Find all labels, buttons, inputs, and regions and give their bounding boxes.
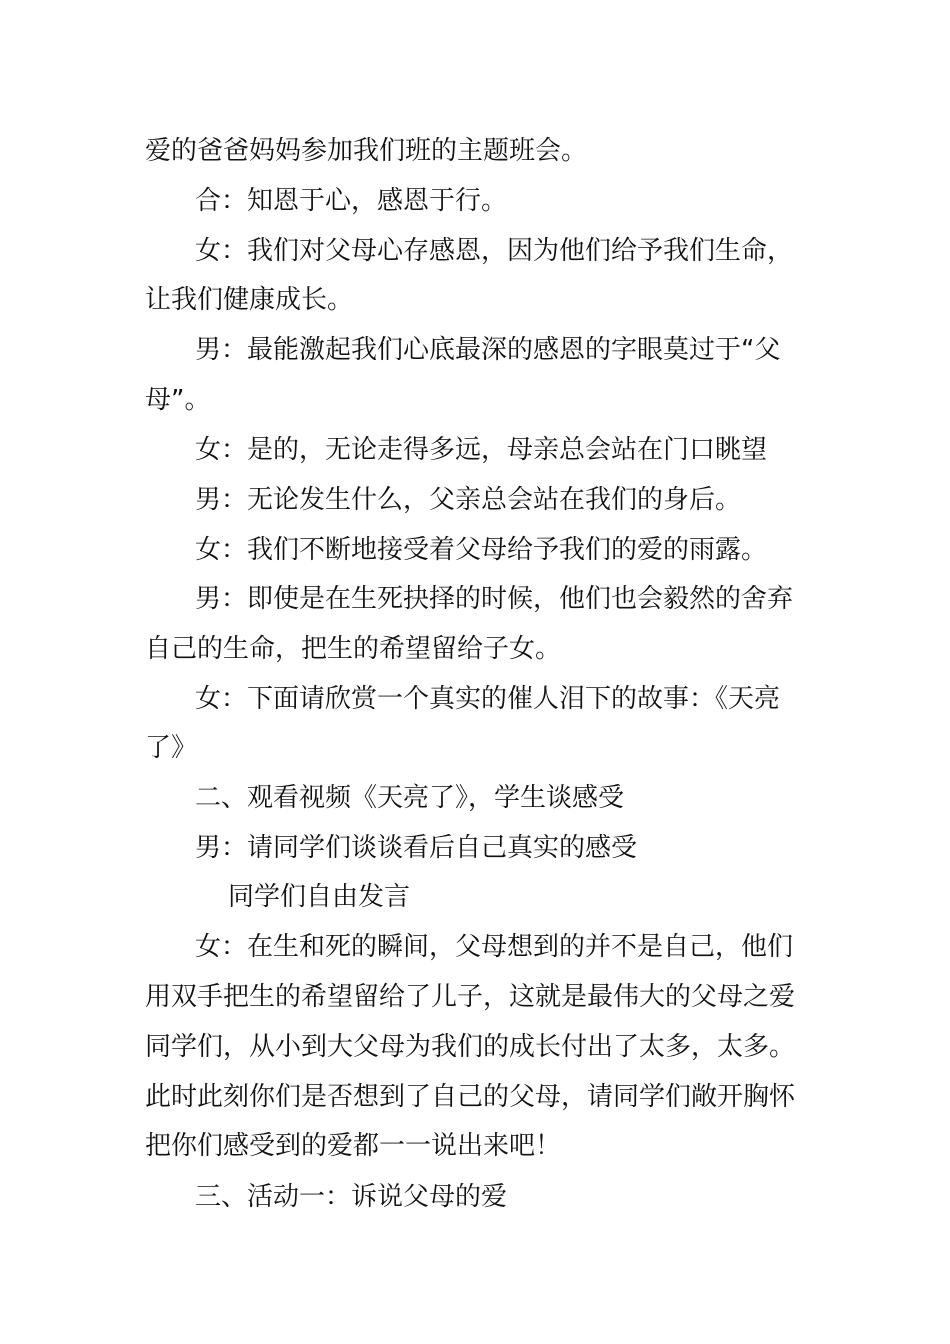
- text-line: 把你们感受到的爱都一一说出来吧！: [145, 1131, 562, 1161]
- text-line: 女：是的，无论走得多远，母亲总会站在门口眺望: [195, 435, 768, 465]
- text-line: 女：我们对父母心存感恩，因为他们给予我们生命，: [195, 236, 794, 266]
- text-line: 自己的生命，把生的希望留给子女。: [145, 634, 562, 664]
- text-line: 女：在生和死的瞬间，父母想到的并不是自己，他们: [195, 932, 794, 962]
- text-line: 爱的爸爸妈妈参加我们班的主题班会。: [145, 136, 588, 166]
- text-line: 男：请同学们谈谈看后自己真实的感受: [195, 833, 638, 863]
- text-line: 女：下面请欣赏一个真实的催人泪下的故事：《天亮: [195, 684, 781, 714]
- text-line: 同学们自由发言: [228, 882, 411, 912]
- text-line: 男：最能激起我们心底最深的感恩的字眼莫过于“父: [195, 335, 781, 365]
- text-line: 此时此刻你们是否想到了自己的父母，请同学们敞开胸怀: [145, 1082, 796, 1112]
- section-heading: 三、活动一：诉说父母的爱: [195, 1182, 508, 1212]
- text-line: 合：知恩于心，感恩于行。: [195, 186, 508, 216]
- text-line: 男：即使是在生死抉择的时候，他们也会毅然的舍弃: [195, 584, 794, 614]
- text-line: 了》: [145, 733, 198, 763]
- section-heading: 二、观看视频《天亮了》，学生谈感受: [195, 783, 625, 813]
- text-line: 让我们健康成长。: [145, 285, 354, 315]
- text-line: 母”。: [145, 385, 211, 415]
- text-line: 同学们，从小到大父母为我们的成长付出了太多，太多。: [145, 1032, 796, 1062]
- text-line: 女：我们不断地接受着父母给予我们的爱的雨露。: [195, 535, 768, 565]
- text-line: 用双手把生的希望留给了儿子，这就是最伟大的父母之爱: [145, 982, 796, 1012]
- text-line: 男：无论发生什么，父亲总会站在我们的身后。: [195, 485, 742, 515]
